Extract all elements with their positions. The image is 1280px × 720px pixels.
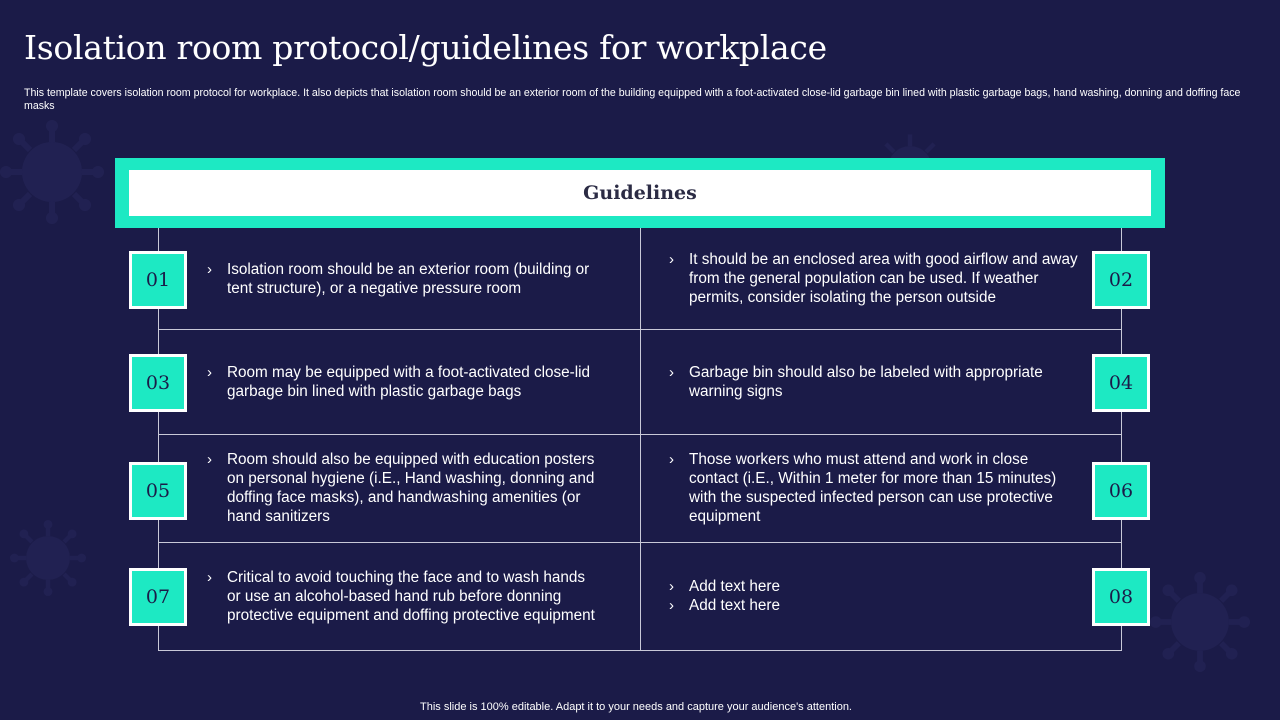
number-badge-02 — [1092, 251, 1150, 309]
number-badge-06 — [1092, 462, 1150, 520]
number-badge-08 — [1092, 568, 1150, 626]
virus-icon — [1150, 572, 1250, 672]
badge-number: 07 — [145, 586, 171, 608]
number-badge-01 — [129, 251, 187, 309]
guideline-cell-01 — [207, 228, 602, 329]
guideline-bullet: › Critical to avoid touching the face and to wash hands or use an alcohol-based hand rub before donning protective equipment and doffing protective equipment — [207, 568, 602, 625]
guideline-cell-06 — [669, 434, 1079, 542]
number-badge-05 — [129, 462, 187, 520]
page-title: Isolation room protocol/guidelines for workplace — [24, 28, 827, 67]
grid-divider-vertical — [640, 228, 641, 650]
virus-icon — [10, 520, 86, 596]
guideline-bullet: › Room should also be equipped with education posters on personal hygiene (i.E., Hand washing, donning and doffing face masks), and handwashing amenities (or hand sanitizers — [207, 450, 602, 526]
guideline-cell-02 — [669, 228, 1079, 329]
badge-number: 08 — [1108, 586, 1134, 608]
guidelines-grid — [158, 228, 1122, 651]
number-badge-03 — [129, 354, 187, 412]
guidelines-heading: Guidelines — [583, 182, 697, 204]
guideline-cell-04 — [669, 329, 1079, 434]
guideline-cell-05 — [207, 434, 602, 542]
guidelines-header — [129, 170, 1151, 216]
footer-note: This slide is 100% editable. Adapt it to your needs and capture your audience's attention. — [420, 701, 852, 713]
guideline-cell-07 — [207, 542, 602, 650]
page-subtitle: This template covers isolation room protocol for workplace. It also depicts that isolation room should be an exterior room of the building equipped with a foot-activated close-lid garbage bin lined with plastic garbage bags, hand washing, donning and doffing face masks — [24, 87, 1241, 112]
badge-number: 05 — [145, 480, 171, 502]
virus-icon — [0, 120, 104, 224]
guideline-bullet: › Add text here — [669, 577, 780, 596]
badge-number: 04 — [1108, 372, 1134, 394]
badge-number: 06 — [1108, 480, 1134, 502]
guideline-bullet: › Garbage bin should also be labeled with appropriate warning signs — [669, 363, 1079, 401]
badge-number: 02 — [1108, 269, 1134, 291]
number-badge-07 — [129, 568, 187, 626]
guideline-bullet: › Isolation room should be an exterior room (building or tent structure), or a negative pressure room — [207, 260, 602, 298]
guideline-bullet: › Room may be equipped with a foot-activated close-lid garbage bin lined with plastic garbage bags — [207, 363, 602, 401]
guideline-bullet: › It should be an enclosed area with good airflow and away from the general population can be used. If weather permits, consider isolating the person outside — [669, 250, 1079, 307]
guideline-cell-03 — [207, 329, 602, 434]
guidelines-header-frame — [115, 158, 1165, 228]
badge-number: 01 — [145, 269, 171, 291]
guideline-cell-08 — [669, 542, 1079, 650]
badge-number: 03 — [145, 372, 171, 394]
guideline-bullet: › Add text here — [669, 596, 780, 615]
guideline-bullet: › Those workers who must attend and work in close contact (i.E., Within 1 meter for more than 15 minutes) with the suspected infected person can use protective equipment — [669, 450, 1079, 526]
number-badge-04 — [1092, 354, 1150, 412]
